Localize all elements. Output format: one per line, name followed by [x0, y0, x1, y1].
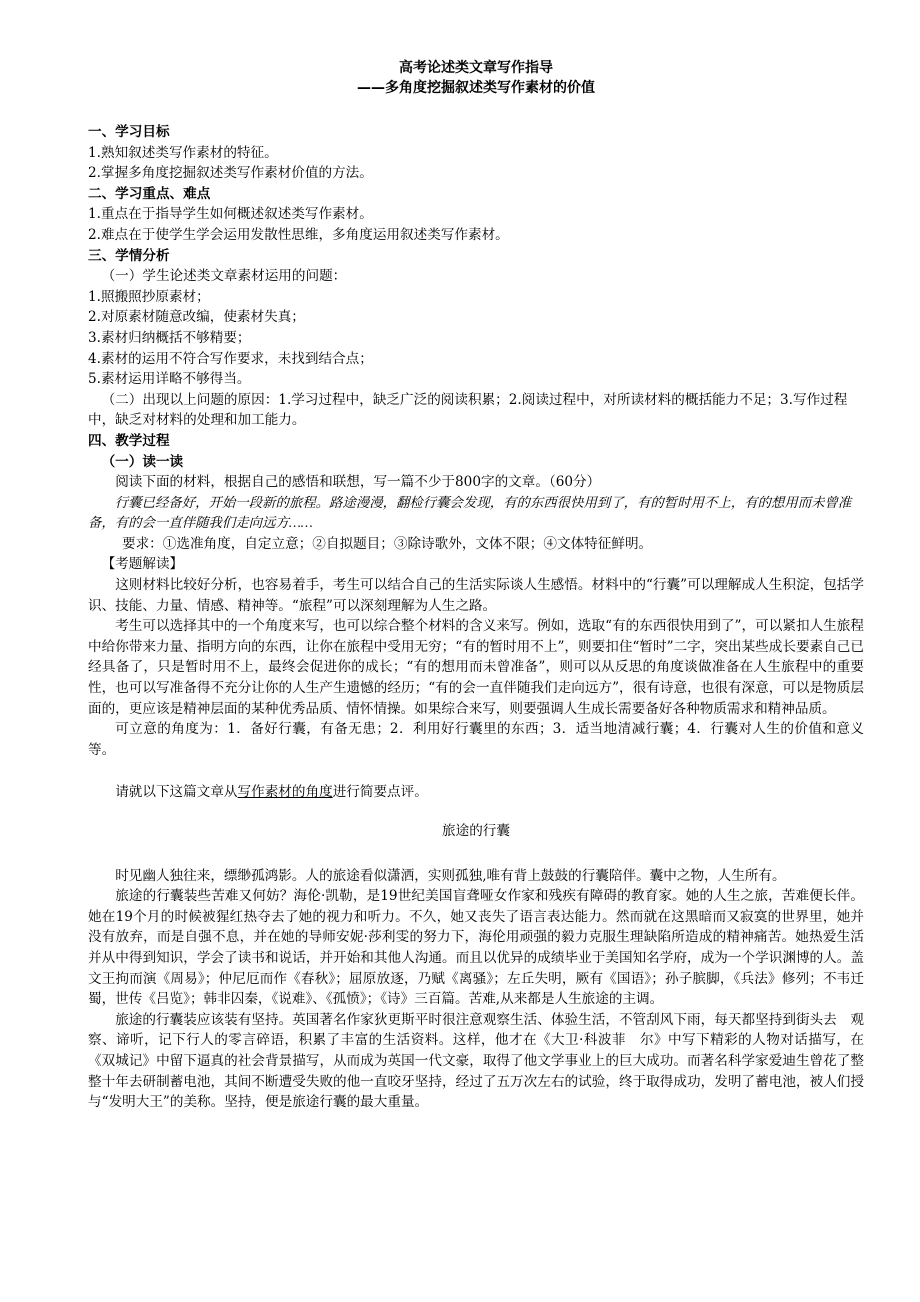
analysis-paragraph: 可立意的角度为：1．备好行囊，有备无患；2．利用好行囊里的东西；3．适当地清减行囊；4．行囊对人生的价值和意义等。	[88, 721, 864, 758]
analysis-paragraph: 考生可以选择其中的一个角度来写，也可以综合整个材料的含义来写。例如，选取“有的东西很快用到了”，可以紧扣人生旅程中给你带来力量、指明方向的东西，让你在旅程中受用无穷；“有的暂时用不上”，则要扣住“暂时”二字，突出某些成长要素自己已经具备了，只是暂时用不上，最终会促进你的成长；“有的想用而未曾准备”，则可以从反思的角度谈做准备在人生旅程中的重要性，也可以写准备得不充分让你的人生产生遗憾的经历；“有的会一直伴随我们走向远方”，很有诗意，也很有深意，可以是物质层面的，更应该是精神层面的某种优秀品质、情怀情操。如果综合来写，则要强调人生成长需要备好各种物质需求和精神品质。	[88, 618, 864, 717]
essay-paragraph: 旅途的行囊装应该装有坚持。英国著名作家狄更斯平时很注意观察生活、体验生活，不管刮风下雨，每天都坚持到街头去 观察、谛听，记下行人的零言碎语，积累了丰富的生活资料。这样，他才在《大卫·科波菲 尔》中写下精彩的人物对话描写，在《双城记》中留下逼真的社会背景描写，从而成为英国一代文豪，取得了他文学事业上的巨大成功。而著名科学家爱迪生曾花了整整十年去研制蓄电池，其间不断遭受失败的他一直咬牙坚持，经过了五万次左右的试验，终于取得成功，发明了蓄电池，被人们授与“发明大王”的美称。坚持，便是旅途行囊的最大重量。	[88, 1011, 864, 1111]
section-heading-focus: 二、学习重点、难点	[88, 185, 211, 202]
section-heading-process: 四、教学过程	[88, 432, 170, 449]
essay-title: 旅途的行囊	[442, 823, 510, 839]
problem-item: 2.对原素材随意改编，使素材失真；	[88, 309, 305, 326]
analysis-paragraph: 这则材料比较好分析，也容易着手，考生可以结合自己的生活实际谈人生感悟。材料中的“行囊”可以理解成人生积淀，包括学识、技能、力量、情感、精神等。“旅程”可以深刻理解为人生之路。	[88, 577, 864, 614]
document-subtitle: ——多角度挖掘叙述类写作素材的价值	[357, 80, 595, 96]
section-heading-goals: 一、学习目标	[88, 124, 170, 140]
prompt-material: 行囊已经备好，开始一段新的旅程。路途漫漫，翻检行囊会发现，有的东西很快用到了，有的暂时用不上，有的想用而未曾准备，有的会一直伴随我们走向远方……	[88, 494, 852, 531]
document-page	[88, 58, 864, 1113]
focus-item: 1.重点在于指导学生如何概述叙述类写作素材。	[88, 206, 373, 223]
essay-paragraph: 时见幽人独往来，缥缈孤鸿影。人的旅途看似潇洒，实则孤独,唯有背上鼓鼓的行囊陪伴。囊中之物，人生所有。	[115, 867, 786, 884]
task-text-after: 进行简要点评。	[332, 784, 428, 801]
problem-item: 5.素材运用详略不够得当。	[88, 371, 251, 388]
focus-item: 2.难点在于使学生学会运用发散性思维，多角度运用叙述类写作素材。	[88, 226, 509, 243]
analysis-subheading: （一）学生论述类文章素材运用的问题：	[101, 268, 347, 285]
prompt-requirements: 要求：①选准角度，自定立意；②自拟题目；③除诗歌外，文体不限；④文体特征鲜明。	[122, 535, 653, 552]
section-heading-analysis: 三、学情分析	[88, 247, 170, 264]
goal-item: 2.掌握多角度挖掘叙述类写作素材价值的方法。	[88, 165, 373, 182]
task-instruction	[88, 782, 864, 803]
process-subheading: （一）读一读	[101, 453, 184, 470]
document-title: 高考论述类文章写作指导	[399, 60, 553, 76]
writing-prompt: 阅读下面的材料，根据自己的感悟和联想，写一篇不少于800字的文章。（60分）	[115, 474, 601, 491]
goal-item: 1.熟知叙述类写作素材的特征。	[88, 144, 278, 161]
essay-paragraph: 旅途的行囊装些苦难又何妨？海伦·凯勒，是19世纪美国盲聋哑女作家和残疾有障碍的教育家。她的人生之旅，苦难便长伴。她在19个月的时候被猩红热夺去了她的视力和听力。不久，她又丧失了语言表达能力。然而就在这黑暗而又寂寞的世界里，她并没有放弃，而是自强不息，并在她的导师安妮·莎利雯的努力下，海伦用顽强的毅力克服生理缺陷所造成的精神痛苦。她热爱生活并从中得到知识，学会了读书和说话，并开始和其他人沟通。而且以优异的成绩毕业于美国知名学府，成为一个学识渊博的人。盖文王拘而演《周易》；仲尼厄而作《春秋》；屈原放逐，乃赋《离骚》；左丘失明，厥有《国语》；孙子膑脚，《兵法》修列；不韦迁蜀，世传《吕览》；韩非囚秦，《说难》、《孤愤》；《诗》三百篇。苦难,从来都是人生旅途的主调。	[88, 888, 864, 1008]
problem-item: 3.素材归纳概括不够精要；	[88, 329, 251, 346]
problem-item: 4.素材的运用不符合写作要求，未找到结合点；	[88, 350, 373, 367]
task-text-before: 请就以下这篇文章从	[115, 784, 238, 801]
analysis-label: 【考题解读】	[101, 556, 184, 573]
cause-paragraph: （二）出现以上问题的原因：1.学习过程中，缺乏广泛的阅读积累；2.阅读过程中，对所读材料的概括能力不足；3.写作过程中，缺乏对材料的处理和加工能力。	[88, 391, 848, 429]
task-text-underlined: 写作素材的角度	[237, 784, 333, 801]
problem-item: 1.照搬照抄原素材；	[88, 288, 210, 305]
